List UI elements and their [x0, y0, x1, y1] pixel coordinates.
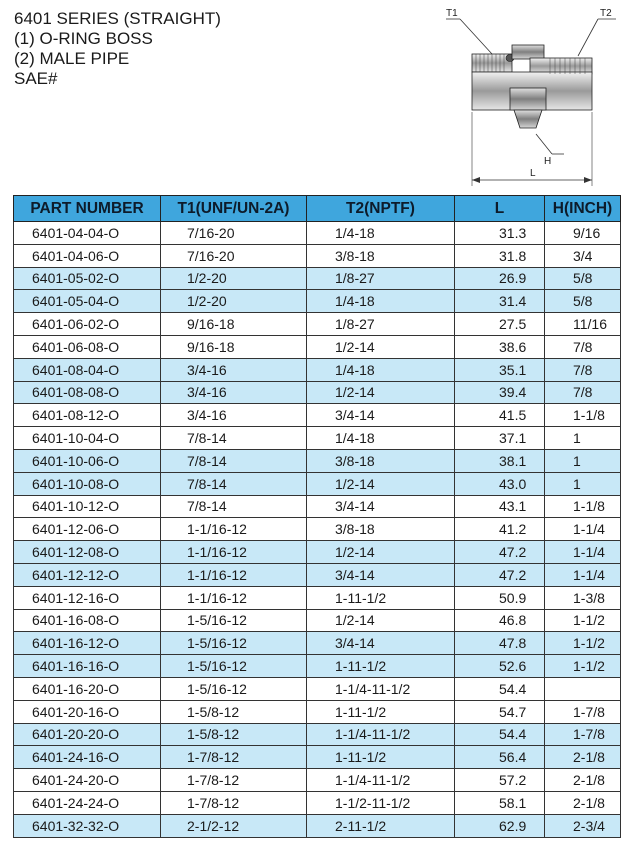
- t1-cell: 7/16-20: [161, 244, 307, 267]
- t1-cell: 1-5/8-12: [161, 700, 307, 723]
- table-row: [14, 518, 621, 541]
- t1-cell: 1-5/16-12: [161, 655, 307, 678]
- h-cell: 1-1/2: [545, 609, 621, 632]
- l-cell: 50.9: [455, 586, 545, 609]
- label-l: L: [530, 168, 536, 179]
- part-number-cell: 6401-32-32-O: [14, 814, 161, 837]
- l-cell: 46.8: [455, 609, 545, 632]
- table-row: [14, 700, 621, 723]
- table-row: [14, 723, 621, 746]
- l-cell: 54.7: [455, 700, 545, 723]
- l-cell: 26.9: [455, 267, 545, 290]
- part-number-cell: 6401-24-24-O: [14, 791, 161, 814]
- l-cell: 27.5: [455, 313, 545, 336]
- leader-t2-diag: [578, 19, 598, 56]
- t2-cell: 1/4-18: [307, 290, 455, 313]
- table-row: [14, 563, 621, 586]
- t2-cell: 1/2-14: [307, 472, 455, 495]
- table-row: [14, 381, 621, 404]
- table-row: [14, 290, 621, 313]
- h-cell: 3/4: [545, 244, 621, 267]
- series-title-block: [14, 9, 221, 89]
- t1-cell: 1-1/16-12: [161, 586, 307, 609]
- t2-cell: 1-11-1/2: [307, 700, 455, 723]
- h-cell: 1-7/8: [545, 723, 621, 746]
- col-h: H(INCH): [545, 196, 621, 222]
- t1-cell: 7/8-14: [161, 495, 307, 518]
- parts-table: [13, 195, 621, 838]
- part-number-cell: 6401-04-04-O: [14, 222, 161, 245]
- col-l: L: [455, 196, 545, 222]
- t2-cell: 1-1/4-11-1/2: [307, 677, 455, 700]
- t1-cell: 9/16-18: [161, 313, 307, 336]
- t2-cell: 3/4-14: [307, 563, 455, 586]
- t1-cell: 1/2-20: [161, 267, 307, 290]
- h-cell: 7/8: [545, 381, 621, 404]
- label-h: H: [544, 156, 552, 167]
- table-row: [14, 677, 621, 700]
- table-header-row: [14, 196, 621, 222]
- l-cell: 31.4: [455, 290, 545, 313]
- l-cell: 41.5: [455, 404, 545, 427]
- h-cell: 1: [545, 427, 621, 450]
- t2-cell: 1-1/4-11-1/2: [307, 769, 455, 792]
- l-cell: 62.9: [455, 814, 545, 837]
- part-number-cell: 6401-08-08-O: [14, 381, 161, 404]
- part-number-cell: 6401-16-08-O: [14, 609, 161, 632]
- h-cell: 1-1/4: [545, 563, 621, 586]
- t2-cell: 3/8-18: [307, 518, 455, 541]
- col-t2: T2(NPTF): [307, 196, 455, 222]
- label-t2: T2: [600, 8, 612, 19]
- t1-cell: 7/8-14: [161, 449, 307, 472]
- table-row: [14, 814, 621, 837]
- table-row: [14, 655, 621, 678]
- part-number-cell: 6401-20-20-O: [14, 723, 161, 746]
- part-number-cell: 6401-10-04-O: [14, 427, 161, 450]
- part-number-cell: 6401-10-06-O: [14, 449, 161, 472]
- t2-cell: 1/2-14: [307, 609, 455, 632]
- l-cell: 54.4: [455, 677, 545, 700]
- hex-bottom: [514, 110, 542, 128]
- leader-t1-diag: [460, 19, 492, 54]
- h-cell: 1-7/8: [545, 700, 621, 723]
- parts-table-body: [14, 222, 621, 838]
- subtitle-male-pipe: (2) MALE PIPE: [14, 49, 130, 68]
- part-number-cell: 6401-12-06-O: [14, 518, 161, 541]
- table-row: [14, 404, 621, 427]
- table-row: [14, 244, 621, 267]
- h-cell: 1: [545, 472, 621, 495]
- table-row: [14, 427, 621, 450]
- part-number-cell: 6401-24-16-O: [14, 746, 161, 769]
- label-t1: T1: [446, 8, 458, 19]
- table-row: [14, 313, 621, 336]
- t1-cell: 2-1/2-12: [161, 814, 307, 837]
- part-number-cell: 6401-08-04-O: [14, 358, 161, 381]
- subtitle-o-ring-boss: (1) O-RING BOSS: [14, 29, 153, 48]
- arrow-l-left: [472, 177, 480, 183]
- t1-cell: 1-7/8-12: [161, 746, 307, 769]
- h-cell: 1-3/8: [545, 586, 621, 609]
- h-cell: 1: [545, 449, 621, 472]
- part-number-cell: 6401-16-20-O: [14, 677, 161, 700]
- t1-cell: 1-5/16-12: [161, 677, 307, 700]
- l-cell: 52.6: [455, 655, 545, 678]
- t2-cell: 1-1/2-11-1/2: [307, 791, 455, 814]
- t2-cell: 1/2-14: [307, 541, 455, 564]
- leader-h: [536, 134, 552, 154]
- t1-cell: 1-7/8-12: [161, 791, 307, 814]
- h-cell: 1-1/8: [545, 495, 621, 518]
- part-number-cell: 6401-06-02-O: [14, 313, 161, 336]
- t2-cell: 3/4-14: [307, 495, 455, 518]
- table-row: [14, 586, 621, 609]
- t2-cell: 1-11-1/2: [307, 655, 455, 678]
- h-cell: 2-3/4: [545, 814, 621, 837]
- t1-cell: 7/16-20: [161, 222, 307, 245]
- col-part-number: PART NUMBER: [14, 196, 161, 222]
- part-number-cell: 6401-24-20-O: [14, 769, 161, 792]
- l-cell: 47.2: [455, 541, 545, 564]
- t1-cell: 1-5/8-12: [161, 723, 307, 746]
- thread-t2: [530, 58, 592, 74]
- h-cell: 1-1/2: [545, 632, 621, 655]
- part-number-cell: 6401-08-12-O: [14, 404, 161, 427]
- t2-cell: 1/4-18: [307, 222, 455, 245]
- t2-cell: 1/4-18: [307, 358, 455, 381]
- t2-cell: 1-11-1/2: [307, 746, 455, 769]
- table-row: [14, 632, 621, 655]
- table-row: [14, 541, 621, 564]
- t2-cell: 3/4-14: [307, 404, 455, 427]
- t1-cell: 3/4-16: [161, 358, 307, 381]
- table-row: [14, 746, 621, 769]
- t2-cell: 2-11-1/2: [307, 814, 455, 837]
- table-row: [14, 222, 621, 245]
- h-cell: 5/8: [545, 290, 621, 313]
- t2-cell: 1/8-27: [307, 267, 455, 290]
- table-row: [14, 335, 621, 358]
- t1-cell: 1-1/16-12: [161, 541, 307, 564]
- t1-cell: 3/4-16: [161, 404, 307, 427]
- l-cell: 38.6: [455, 335, 545, 358]
- t1-cell: 7/8-14: [161, 427, 307, 450]
- h-cell: 2-1/8: [545, 746, 621, 769]
- l-cell: 35.1: [455, 358, 545, 381]
- hex-center: [510, 88, 546, 110]
- l-cell: 31.8: [455, 244, 545, 267]
- l-cell: 43.1: [455, 495, 545, 518]
- t1-cell: 9/16-18: [161, 335, 307, 358]
- table-row: [14, 495, 621, 518]
- h-cell: 1-1/8: [545, 404, 621, 427]
- t1-cell: 1-1/16-12: [161, 518, 307, 541]
- table-row: [14, 472, 621, 495]
- part-number-cell: 6401-10-08-O: [14, 472, 161, 495]
- t1-cell: 3/4-16: [161, 381, 307, 404]
- t2-cell: 3/8-18: [307, 449, 455, 472]
- part-number-cell: 6401-10-12-O: [14, 495, 161, 518]
- t2-cell: 1-11-1/2: [307, 586, 455, 609]
- t1-cell: 1-1/16-12: [161, 563, 307, 586]
- table-row: [14, 609, 621, 632]
- t2-cell: 1/4-18: [307, 427, 455, 450]
- h-cell: 5/8: [545, 267, 621, 290]
- fitting-drawing: [440, 2, 630, 192]
- t2-cell: 3/4-14: [307, 632, 455, 655]
- t2-cell: 3/8-18: [307, 244, 455, 267]
- l-cell: 37.1: [455, 427, 545, 450]
- t1-cell: 1-5/16-12: [161, 632, 307, 655]
- h-cell: 7/8: [545, 335, 621, 358]
- table-row: [14, 358, 621, 381]
- col-t1: T1(UNF/UN-2A): [161, 196, 307, 222]
- part-number-cell: 6401-16-16-O: [14, 655, 161, 678]
- hex-top: [512, 45, 544, 59]
- standard-label: SAE#: [14, 69, 58, 88]
- h-cell: 2-1/8: [545, 769, 621, 792]
- l-cell: 47.2: [455, 563, 545, 586]
- h-cell: 7/8: [545, 358, 621, 381]
- l-cell: 47.8: [455, 632, 545, 655]
- t2-cell: 1/2-14: [307, 381, 455, 404]
- part-number-cell: 6401-16-12-O: [14, 632, 161, 655]
- l-cell: 43.0: [455, 472, 545, 495]
- t1-cell: 1-7/8-12: [161, 769, 307, 792]
- t2-cell: 1/2-14: [307, 335, 455, 358]
- part-number-cell: 6401-12-08-O: [14, 541, 161, 564]
- part-number-cell: 6401-12-12-O: [14, 563, 161, 586]
- l-cell: 38.1: [455, 449, 545, 472]
- t1-cell: 1-5/16-12: [161, 609, 307, 632]
- h-cell: [545, 677, 621, 700]
- table-row: [14, 769, 621, 792]
- l-cell: 58.1: [455, 791, 545, 814]
- h-cell: 9/16: [545, 222, 621, 245]
- t1-cell: 7/8-14: [161, 472, 307, 495]
- h-cell: 1-1/4: [545, 541, 621, 564]
- part-number-cell: 6401-06-08-O: [14, 335, 161, 358]
- t2-cell: 1-1/4-11-1/2: [307, 723, 455, 746]
- h-cell: 11/16: [545, 313, 621, 336]
- h-cell: 2-1/8: [545, 791, 621, 814]
- part-number-cell: 6401-20-16-O: [14, 700, 161, 723]
- part-number-cell: 6401-04-06-O: [14, 244, 161, 267]
- table-row: [14, 791, 621, 814]
- h-cell: 1-1/4: [545, 518, 621, 541]
- l-cell: 41.2: [455, 518, 545, 541]
- part-number-cell: 6401-12-16-O: [14, 586, 161, 609]
- l-cell: 39.4: [455, 381, 545, 404]
- table-row: [14, 267, 621, 290]
- part-number-cell: 6401-05-02-O: [14, 267, 161, 290]
- l-cell: 56.4: [455, 746, 545, 769]
- t1-cell: 1/2-20: [161, 290, 307, 313]
- l-cell: 54.4: [455, 723, 545, 746]
- h-cell: 1-1/2: [545, 655, 621, 678]
- l-cell: 57.2: [455, 769, 545, 792]
- t2-cell: 1/8-27: [307, 313, 455, 336]
- series-title: 6401 SERIES (STRAIGHT): [14, 9, 221, 28]
- arrow-l-right: [584, 177, 592, 183]
- l-cell: 31.3: [455, 222, 545, 245]
- table-row: [14, 449, 621, 472]
- part-number-cell: 6401-05-04-O: [14, 290, 161, 313]
